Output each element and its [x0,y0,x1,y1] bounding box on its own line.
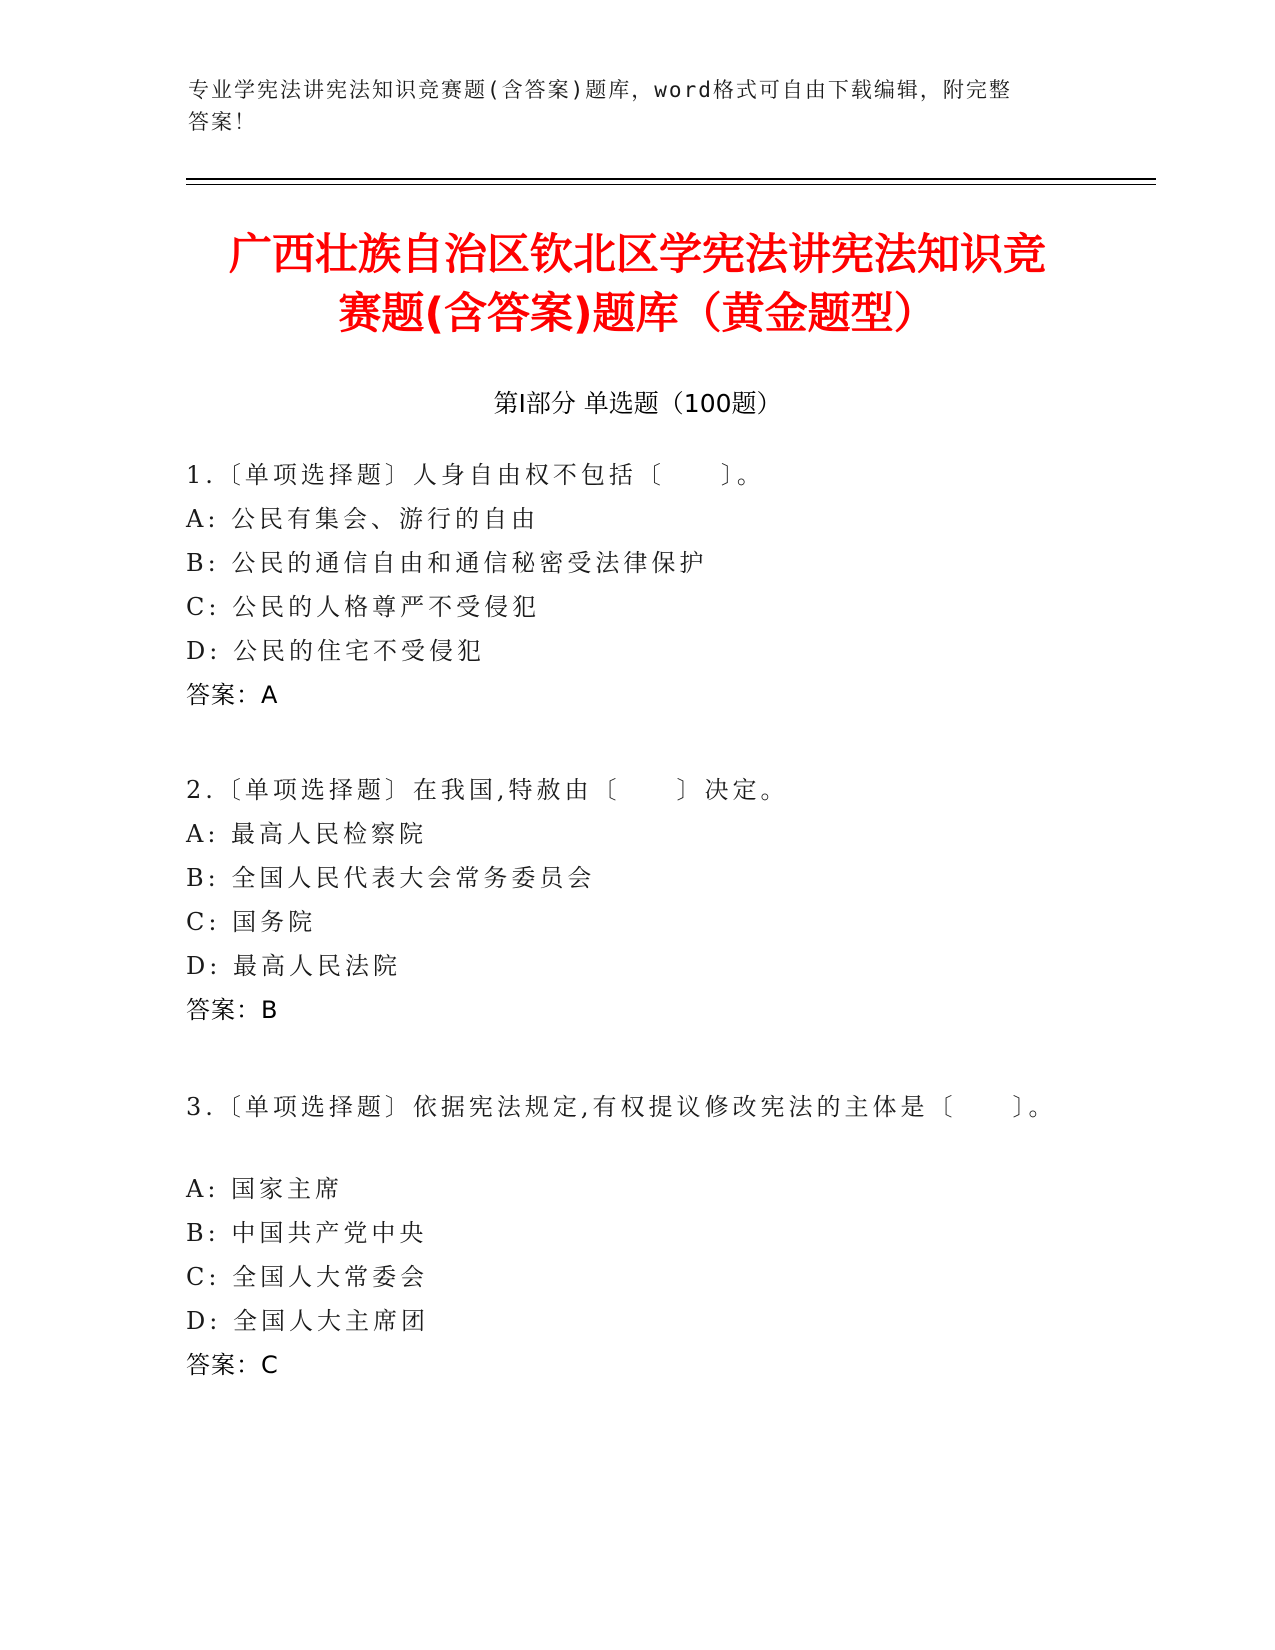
option-c: C: 公民的人格尊严不受侵犯 [186,593,541,621]
answer: 答案：B [186,996,279,1024]
header-divider-thin [186,184,1156,185]
document-title-line1: 广西壮族自治区钦北区学宪法讲宪法知识竞 [229,230,1046,280]
header-divider-thick [186,178,1156,180]
option-d: D: 最高人民法院 [186,952,401,980]
option-d: D: 全国人大主席团 [186,1307,429,1335]
option-c: C: 全国人大常委会 [186,1263,429,1291]
question-text: 2.〔单项选择题〕在我国,特赦由〔 〕决定。 [186,776,789,804]
answer: 答案：C [186,1351,279,1379]
option-a: A: 国家主席 [186,1175,344,1203]
header-note [188,74,1068,138]
option-b: B: 中国共产党中央 [186,1219,428,1247]
option-b: B: 公民的通信自由和通信秘密受法律保护 [186,549,708,577]
option-a: A: 最高人民检察院 [186,820,428,848]
header-note-line2: 答案！ [188,110,257,134]
option-a: A: 公民有集会、游行的自由 [186,505,540,533]
document-title [120,226,1155,344]
header-note-line1: 专业学宪法讲宪法知识竞赛题(含答案)题库，word格式可自由下载编辑，附完整 [188,78,1012,102]
answer: 答案：A [186,681,279,709]
option-c: C: 国务院 [186,908,317,936]
option-d: D: 公民的住宅不受侵犯 [186,637,485,665]
option-b: B: 全国人民代表大会常务委员会 [186,864,596,892]
question-text: 1.〔单项选择题〕人身自由权不包括〔 〕。 [186,461,765,489]
document-title-line2: 赛题(含答案)题库（黄金题型） [338,289,937,339]
question-text: 3.〔单项选择题〕依据宪法规定,有权提议修改宪法的主体是〔 〕。 [186,1093,1057,1121]
section-title: 第Ⅰ部分 单选题（100题） [493,389,782,418]
